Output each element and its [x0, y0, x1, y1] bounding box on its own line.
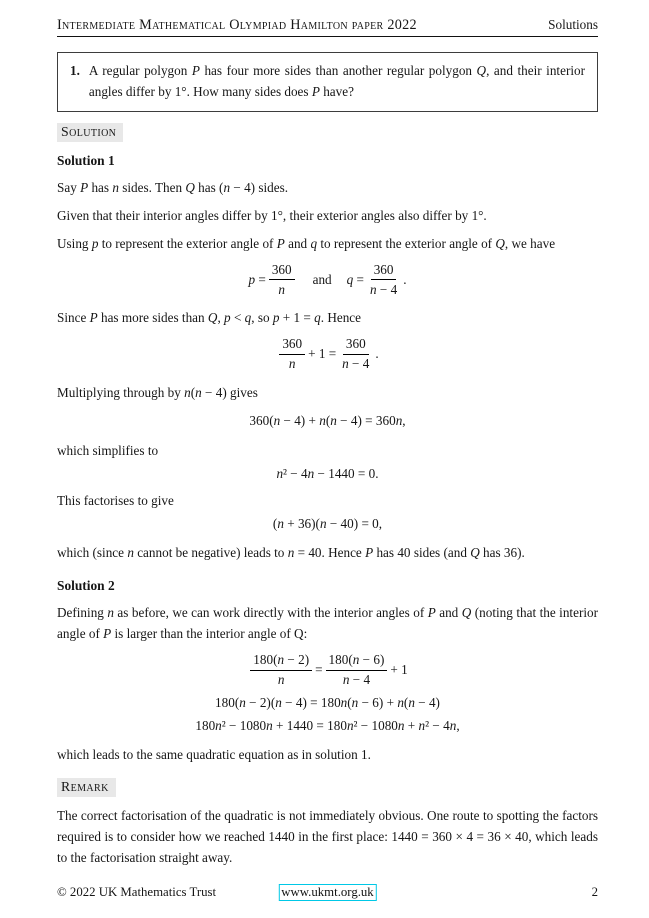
- para-conclusion: which (since n cannot be negative) leads to n = 40. Hence P has 40 sides (and Q has 36).: [57, 545, 525, 561]
- fraction: [250, 651, 312, 689]
- fraction-denominator: n: [278, 281, 286, 297]
- para-since: Since P has more sides than Q, p < q, so p + 1 = q. Hence: [57, 310, 362, 326]
- fraction: [326, 651, 388, 689]
- para-simplifies: which simplifies to: [57, 443, 159, 459]
- eq-lhs: p =: [248, 271, 266, 287]
- page-number: 2: [591, 884, 598, 899]
- para-remark: The correct factorisation of the quadratic is not immediately obvious. One route to spotting the factors required is to consider how we reached 1440 in the first place: 1440 = 360 × 4 = 36 × 40, which leads to the factorisation straight away.: [57, 807, 598, 865]
- para-multiplying: Multiplying through by n(n − 4) gives: [57, 384, 258, 400]
- fraction-numerator: 360: [269, 261, 295, 281]
- equation-quadratic: n² − 4n − 1440 = 0.: [276, 466, 379, 482]
- header-rule: [57, 36, 598, 37]
- fraction: [279, 335, 305, 373]
- para-exterior-angles: Given that their interior angles differ by 1°, their exterior angles also differ by 1°.: [57, 208, 487, 224]
- eq-lhs2: q =: [346, 271, 364, 287]
- fraction: [269, 261, 295, 299]
- solution1-heading: Solution 1: [57, 153, 115, 169]
- ukmt-link[interactable]: www.ukmt.org.uk: [278, 884, 376, 901]
- para-say-sides: Say P has n sides. Then Q has (n − 4) sides.: [57, 180, 289, 196]
- fraction-numerator: 180(n − 2): [250, 651, 312, 671]
- solution-badge: Solution: [57, 123, 123, 142]
- eq-middle: + 1 =: [308, 346, 337, 362]
- copyright-text: © 2022 UK Mathematics Trust: [57, 884, 217, 899]
- fraction: [339, 335, 372, 373]
- equation-sum: [57, 335, 598, 373]
- equation-p-and-q: [57, 261, 598, 299]
- para-same-quadratic: which leads to the same quadratic equation as in solution 1.: [57, 747, 371, 763]
- fraction-numerator: 180(n − 6): [326, 651, 388, 671]
- fraction-denominator: n − 4: [369, 281, 398, 297]
- paper-title: Intermediate Mathematical Olympiad Hamilton paper 2022: [57, 17, 417, 33]
- para-defining: Defining n as before, we can work directly with the interior angles of P and Q (noting that the interior angle of P is larger than the interior angle of Q:: [57, 605, 598, 642]
- eq-end: .: [403, 271, 407, 287]
- fraction-numerator: 360: [371, 261, 397, 281]
- para-factorises: This factorises to give: [57, 492, 174, 508]
- problem-box: [57, 52, 598, 112]
- eq-connector: and: [312, 271, 332, 287]
- equation-interior-angles: [57, 651, 598, 689]
- fraction-denominator: n: [277, 672, 285, 688]
- fraction-numerator: 360: [343, 335, 369, 355]
- problem-number: 1.: [70, 63, 80, 78]
- equation-expanded-2: 180(n − 2)(n − 4) = 180n(n − 6) + n(n − 4): [215, 695, 440, 711]
- fraction: [367, 261, 400, 299]
- page-header: [57, 17, 598, 34]
- fraction-numerator: 360: [279, 335, 305, 355]
- fraction-denominator: n: [288, 356, 296, 372]
- solution2-heading: Solution 2: [57, 578, 115, 594]
- equation-factored: (n + 36)(n − 40) = 0,: [272, 515, 383, 531]
- remark-badge: Remark: [57, 778, 116, 797]
- solutions-label: Solutions: [548, 17, 598, 32]
- fraction-denominator: n − 4: [342, 672, 371, 688]
- eq-end: .: [375, 346, 379, 362]
- fraction-denominator: n − 4: [342, 356, 370, 372]
- problem-text: A regular polygon P has four more sides than another regular polygon Q, and their interior angles differ by 1°. How many sides does P have?: [88, 63, 585, 99]
- eq-middle: =: [315, 662, 323, 678]
- para-using-pq: Using p to represent the exterior angle of P and q to represent the exterior angle of Q, we have: [57, 235, 556, 251]
- eq-end: + 1: [390, 662, 408, 678]
- equation-expanded: 360(n − 4) + n(n − 4) = 360n,: [249, 413, 406, 429]
- equation-final: 180n² − 1080n + 1440 = 180n² − 1080n + n² − 4n,: [195, 718, 460, 734]
- page-footer: [57, 882, 598, 902]
